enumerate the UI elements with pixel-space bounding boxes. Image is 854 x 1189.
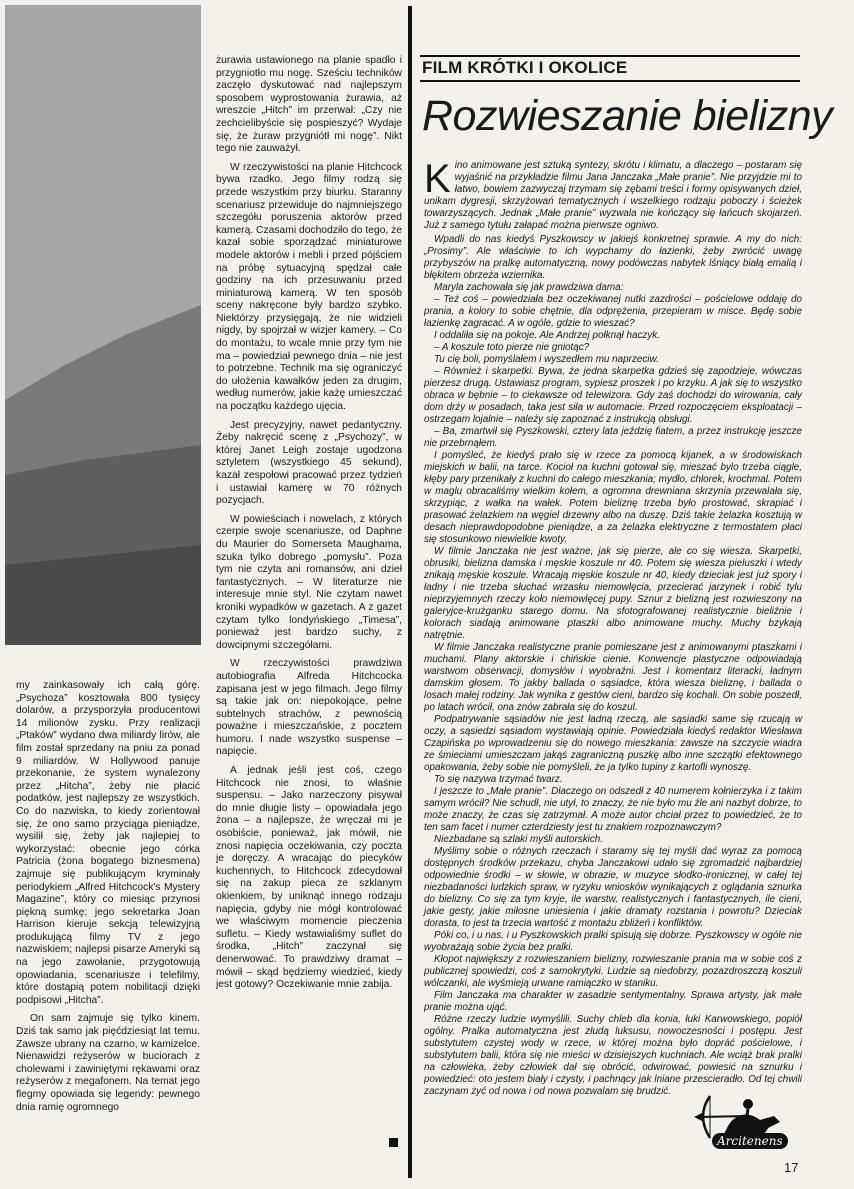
photo-landscape	[5, 5, 201, 645]
paragraph: żurawia ustawionego na planie spadło i przygniotło mu nogę. Sześciu techników zaczęło dyskutować nad najlepszym sposobem wyprostowania żurawia, aż wreszcie „Hitch” im przerwał: „Czy nie zechcielibyście się pospieszyć? Wydaje się, że żuraw przygniótł mi nogę”. Nikt tego nie zauważył.	[216, 55, 402, 155]
paragraph: Różne rzeczy ludzie wymyślili. Suchy chleb dla konia, łuki Karwowskiego, popiół ogólny. Pralka automatyczna jest złudą luksusu, nowoczesności i postępu. Jest substytutem czystej wody w rzece, w której można było dopráć pościelowe, i substytutem balii, która się nie mieści w dzisiejszych kuchniach. Ale wciąż brak pralki na człowieka, żeby człowiek dał się obrócić, odwirować, powiesić na sznurku i powiedzieć: oto jestem biały i czysty, i pachnący jak lniane przescieradło. Od tej chwili zaczynam żyć od nowa i od nowa pozwalam się brudzić.	[424, 1014, 802, 1097]
paragraph: Wpadli do nas kiedyś Pyszkowscy w jakiejś konkretnej sprawie. A my do nich: „Prosimy”. Ale właściwie to ich wypchamy do łazienki, żeby zwrócić uwagę przybyszów na pralkę automatyczną, nowy podówczas nabytek lśniący białą emalią i błękitem obrzeża wziernika.	[424, 234, 802, 281]
paragraph: – Też coś – powiedziała bez oczekiwanej nutki zazdrości – pościelowe oddaję do prania, a kolory to sobie chętnie, dla odprężenia, przepieram w misce. Będę sobie łazienkę zagracać. A w ogóle, gdzie to wieszać?	[424, 294, 802, 329]
section-heading: FILM KRÓTKI I OKOLICE	[422, 58, 628, 77]
paragraph: Póki co, i u nas, i u Pyszkowskich pralki spisują się dobrze. Pyszkowscy w ogóle nie wyobrażają sobie życia bez pralki.	[424, 930, 802, 953]
left-column	[16, 680, 200, 1180]
paragraph: W rzeczywistości na planie Hitchcock bywa rzadko. Jego filmy rodzą się przede wszystkim przy biurku. Staranny scenariusz przewiduje do najmniejszego szczegółu poruszenia aktorów przed kamerą. Czasami dochodziło do tego, że kazał sobie sporządzać miniaturowe modele aktorów i mebli i przed pójściem na próbę sytuacyjną spędzał całe godziny na ich przesuwaniu przed miniaturową kamerą. W ten sposób sceny nakręcone były bardzo szybko. Niektórzy przysięgają, że nie widzieli nigdy, by spojrzał w wizjer kamery. – Co do montażu, to wcale mnie przy tym nie ma – powiedział pewnego dnia – nie jest to potrzebne. Technik ma się ograniczyć do ułożenia kawałków jeden za drugim, według numerów, jakie każę umieszczać na początku każdego ujęcia.	[216, 161, 403, 413]
paragraph: Jest precyzyjny, nawet pedantyczny. Żeby nakręcić scenę z „Psychozy”, w której Janet Leigh zostaje ugodzona sztyletem (wszystkiego 45 sekund), kazał zespołowi pracować przez tydzień i ustawiał kamerę w 70 różnych pozycjach.	[216, 419, 402, 507]
paragraph: Maryla zachowała się jak prawdziwa dama:	[434, 282, 624, 293]
paragraph: – A koszule toto pierze nie gniotąc?	[434, 342, 590, 353]
paragraph: On sam zajmuje się tylko kinem. Dziś tak samo jak pięćdziesiąt lat temu. Zawsze ubrany na czarno, w kamizelce. Nienawidzi reżyserów w buciorach z cholewami i zawiniętymi rękawami oraz reżyserów z megafonem. Na temat jego flegmy opowiada się legendy: pewnego dnia ramię ogromnego	[16, 1013, 200, 1113]
section-rule	[420, 80, 800, 82]
page-number: 17	[784, 1160, 799, 1175]
paragraph: A jednak jeśli jest coś, czego Hitchcock nie znosi, to właśnie suspensu. – Jako narzeczony pisywał do mnie długie listy – opowiadała jego żona – a najlepsze, że wręczał mi je osobiście, ponieważ, jak mówił, nie znosi napięcia oczekiwania, czy poczta je doręczy. A wracając do piecyków kuchennych, to Hitchcock zdecydował się na zakup pieca ze szklanym okienkiem, by uniknąć innego rodzaju napięcia, gdyby nie mógł kontrolować we właściwym momencie pieczenia sufletu. – Kiedy wstawialiśmy suflet do środka, „Hitch” zaczynał się denerwować. To prawdziwy dramat – mówił – skąd będziemy wiedzieć, kiedy jest gotowy? Oczekiwanie mnie zabija.	[216, 765, 402, 991]
lead-paragraph	[424, 157, 802, 232]
logo-label: Arcitenens	[712, 1133, 788, 1149]
column-divider	[408, 6, 412, 1178]
photo	[5, 5, 201, 645]
top-rule	[420, 55, 800, 57]
lead-text: ino animowane jest sztuką syntezy, skrótu i klimatu, a dlaczego – postaram się wyjaśnić na przykładzie filmu Jana Janczaka „Małe pranie”. Nie przyjdzie mi to łatwo, bowiem zazwyczaj trzymam się zębami treści i formy opisywanych dzieł, unikam dygresji, skrzyżowań tematycznych i wszelkiego rodzaju poboczy i ścieżek towarzyszących. Jednak „Małe pranie” wyzwala nie kończący się łańcuch skojarzeń. Już z samego tytułu załapać można pierwsze ogniwo.	[424, 160, 802, 231]
paragraph: Myślimy sobie o różnych rzeczach i staramy się tej myśli dać wyraz za pomocą dostępnych środków przekazu, chyba Janczakowi udało się zgromadzić najbardziej odpowiednie środki – w słowie, w obrazie, w muzyce słodko-ironicznej, w całej tej niezbadaności ludzkich spraw, w ryzyku wniosków wynikających z oglądania sznurka do bielizny. Co się za tym kryje, ile warstw, realistycznych i fantastycznych, ile cieni, jakie gesty, jakie miłosne uniesienia i jakie dramaty rozstania i powrotu? Dzieciak dorasta, to jest ta trzecia wartość z montażu zbliżeń i konfliktów.	[424, 846, 802, 929]
paragraph: W powieściach i nowelach, z których czerpie swoje scenariusze, od Daphne du Maurier do Somerseta Maughama, szuka tylko dobrego „pomysłu”. Poza tym nie czyta ani romansów, ani dzieł fantastycznych. – W literaturze nie interesuje mnie styl. Nie czytam nawet kroniki wypadków w gazetach. A z gazet czytam tylko londyńskiego „Timesa”, ponieważ jest bardzo suchy, z dowcipnymi szczegółami.	[216, 513, 402, 651]
paragraph: W rzeczywistości prawdziwa autobiografia Alfreda Hitchcocka zapisana jest w jego filmach. Jego filmy są takie jak on: niepokojące, pełne subtelnych strachów, z pewnością poważne i mieszczańskie, z pocztem humoru. I nade wszystko suspense – napięcie.	[216, 658, 402, 758]
paragraph: I oddaliła się na pokoje. Ale Andrzej połknął haczyk.	[434, 330, 660, 341]
paragraph: Kłopot największy z rozwieszaniem bielizny, rozwieszanie prania ma w sobie coś z publicznej spowiedzi, coś z samokrytyki. Ludzie są niedobrzy, pozazdroszczą koszuli wólczanki, ale wyśmieją urwane ramiączko w staniku.	[424, 954, 802, 989]
paragraph: I jeszcze to „Małe pranie”. Dlaczego on odszedł z 40 numerem kołnierzyka i z takim samym wrócił? Nie schudł, nie utył, to znaczy, że nie było mu źle ani nazbyt dobrze, to może znaczy, że czas się zatrzymał. A może autor chciał przez to powiedzieć, że to ten sam facet i numer czterdziesty jest tu znakiem rozpoznawczym?	[424, 786, 802, 833]
drop-cap: K	[424, 157, 451, 201]
middle-column	[216, 55, 402, 1175]
paragraph: Podpatrywanie sąsiadów nie jest ładną rzeczą, ale sąsiadki same się rzucają w oczy, a sąsiedzi sąsiadom wystawiają opinie. Powiedziała kiedyś redaktor Wiesława Czapińska po wprowadzeniu się do nowego mieszkania: zawsze na szczycie wiadra ze śmieciami umieszczam jakąś zagraniczną puszkę albo inne szczątki efektownego opakowania, żeby sobie nie pomyśleli, że ja tylko tupiny z kartofli wynoszę.	[424, 714, 802, 773]
paragraph: Film Janczaka ma charakter w zasadzie sentymentalny. Sprawa artysty, jak małe pranie można ująć.	[424, 990, 802, 1013]
paragraph: Niezbadane są szlaki myśli autorskich.	[434, 834, 604, 845]
paragraph: To się nazywa trzymać twarz.	[434, 774, 563, 785]
paragraph: – Ba, zmartwił się Pyszkowski, czterу lata jeździę fiatem, a przez instrukcję jeszcze nie przebrnąłem.	[424, 426, 802, 449]
paragraph: – Również i skarpetki. Bywa, że jedna skarpetka gdzieś się zapodzieje, wówczas pierzesz drugą. Ustawiasz program, sypiesz proszek i po krzyku. A jak się to wszystko obraca w bębnie – to ciekawsze od telewizora. Gdy zaś dochodzi do wirowania, cały dom drży w posadach, taka jest siła w automacie. Przed rozpoczęciem eksploatacji – ostrzegam lojalnie – należy się zapoznać z instrukcją obsługi.	[424, 366, 802, 425]
article-title: Rozwieszanie bielizny	[422, 92, 833, 140]
end-mark	[389, 1138, 398, 1147]
paragraph: my zainkasowały ich całą górę. „Psychoza” kosztowała 800 tysięcy dolarów, a przysporzyła producentowi 14 milionów zysku. Przy realizacji „Ptaków” wydano dwa miliardy lirów, ale film został sprzedany na pniu za ponad 9 miliardów. W Hollywood panuje przekonanie, że system wynalezony przez „Hitcha”, żeby nie płacić podatków, jest najlepszy ze wszystkich. Co do nazwiska, to kiedy zorientował się, że ono samo przyciąga pieniądze, wysilił się, żeby jak najlepiej to wykorzystać: obecnie jego córka Patricia (żona bogatego biznesmena) zajmuje się publikującym kryminały periodykiem „Alfred Hitchcock's Mystery Magazine”, który co miesiąc przynosi piękną sumkę; jego sekretarka Joan Harrison kieruje sekcją telewizyjną produkującą filmy TV z jego nazwiskiem; najlepsi pisarze Ameryki są na jego zawołanie, przygotowują opowiadania, scenariusze i telefilmy, które dostąpią potem nobilitacji dzięki podpisowi „Hitcha”.	[16, 680, 200, 1006]
paragraph: W filmie Janczaka nie jest ważne, jak się pierze, ale co się wiesza. Skarpetki, obrusiki, bielizna damska i męskie koszule nr 40. Potem się wiesza pieluszki i wtedy znikają męskie koszule. Wracają męskie koszule nr 40, kiedy dzieciak jest już spory i ładny i nie trzeba słuchać wrzasku niemowlęcia, przecierać jarzynek i robić tylu nieprzyjemnych rzeczy koło niemowlęcej pupy. Sznur z bielizną jest rozwieszony na galeryjce-krużganku starego domu. Na sfotografowanej realistycznie bieliźnie i kolorach siadają animowane ptaszki albo animowane muchy. Muchy bzykają natrętnie.	[424, 546, 802, 641]
paragraph: I pomyśleć, że kiedyś prało się w rzece za pomocą kijanek, a w środowiskach miejskich w balii, na tarce. Kocioł na kuchni gotował się, mieszać bylo trzeba ciągle, kłęby pary przenikały z kuchni do całego mieszkania; mydło, chlorek, krochmal. Potem w maglu obracaliśmy wielkim kołem, a ogromna drewniana skrzynia przewalała się, skrzypiąc, z wałka na wałek. Potem bieliznę trzeba było prostować, skrapiać i prasować żelazkiem na węgiel drzewny albo na duszę. Dziś takie żelazka kosztują w desach nieprawdopodobne pieniądze, a za żelazka elektryczne z termostatem płaci się stosunkowo niewielkie kwoty.	[424, 450, 802, 545]
paragraph: Tu cię boli, pomyślałem i wyszedłem mu naprzeciw.	[434, 354, 659, 365]
right-column	[424, 157, 802, 1097]
paragraph: W filmie Janczaka realistyczne pranie pomieszane jest z animowanymi ptaszkami i muchami. Plany aktorskie i chińskie cienie. Konwencje plastyczne odpowiadają warstwom obserwacji, domysłów i wyobraźni. Jest i komentarz literacki, ładnym damskim głosem. To jakby ballada o sąsiadce, która wiesza bieliznę, i ballada o losach małej rodziny. Jak wynika z gestów cieni, bardzo się kochali. On sobie poszedł, po latach wrócił, ona znów zabrała się do koszul.	[424, 642, 802, 713]
